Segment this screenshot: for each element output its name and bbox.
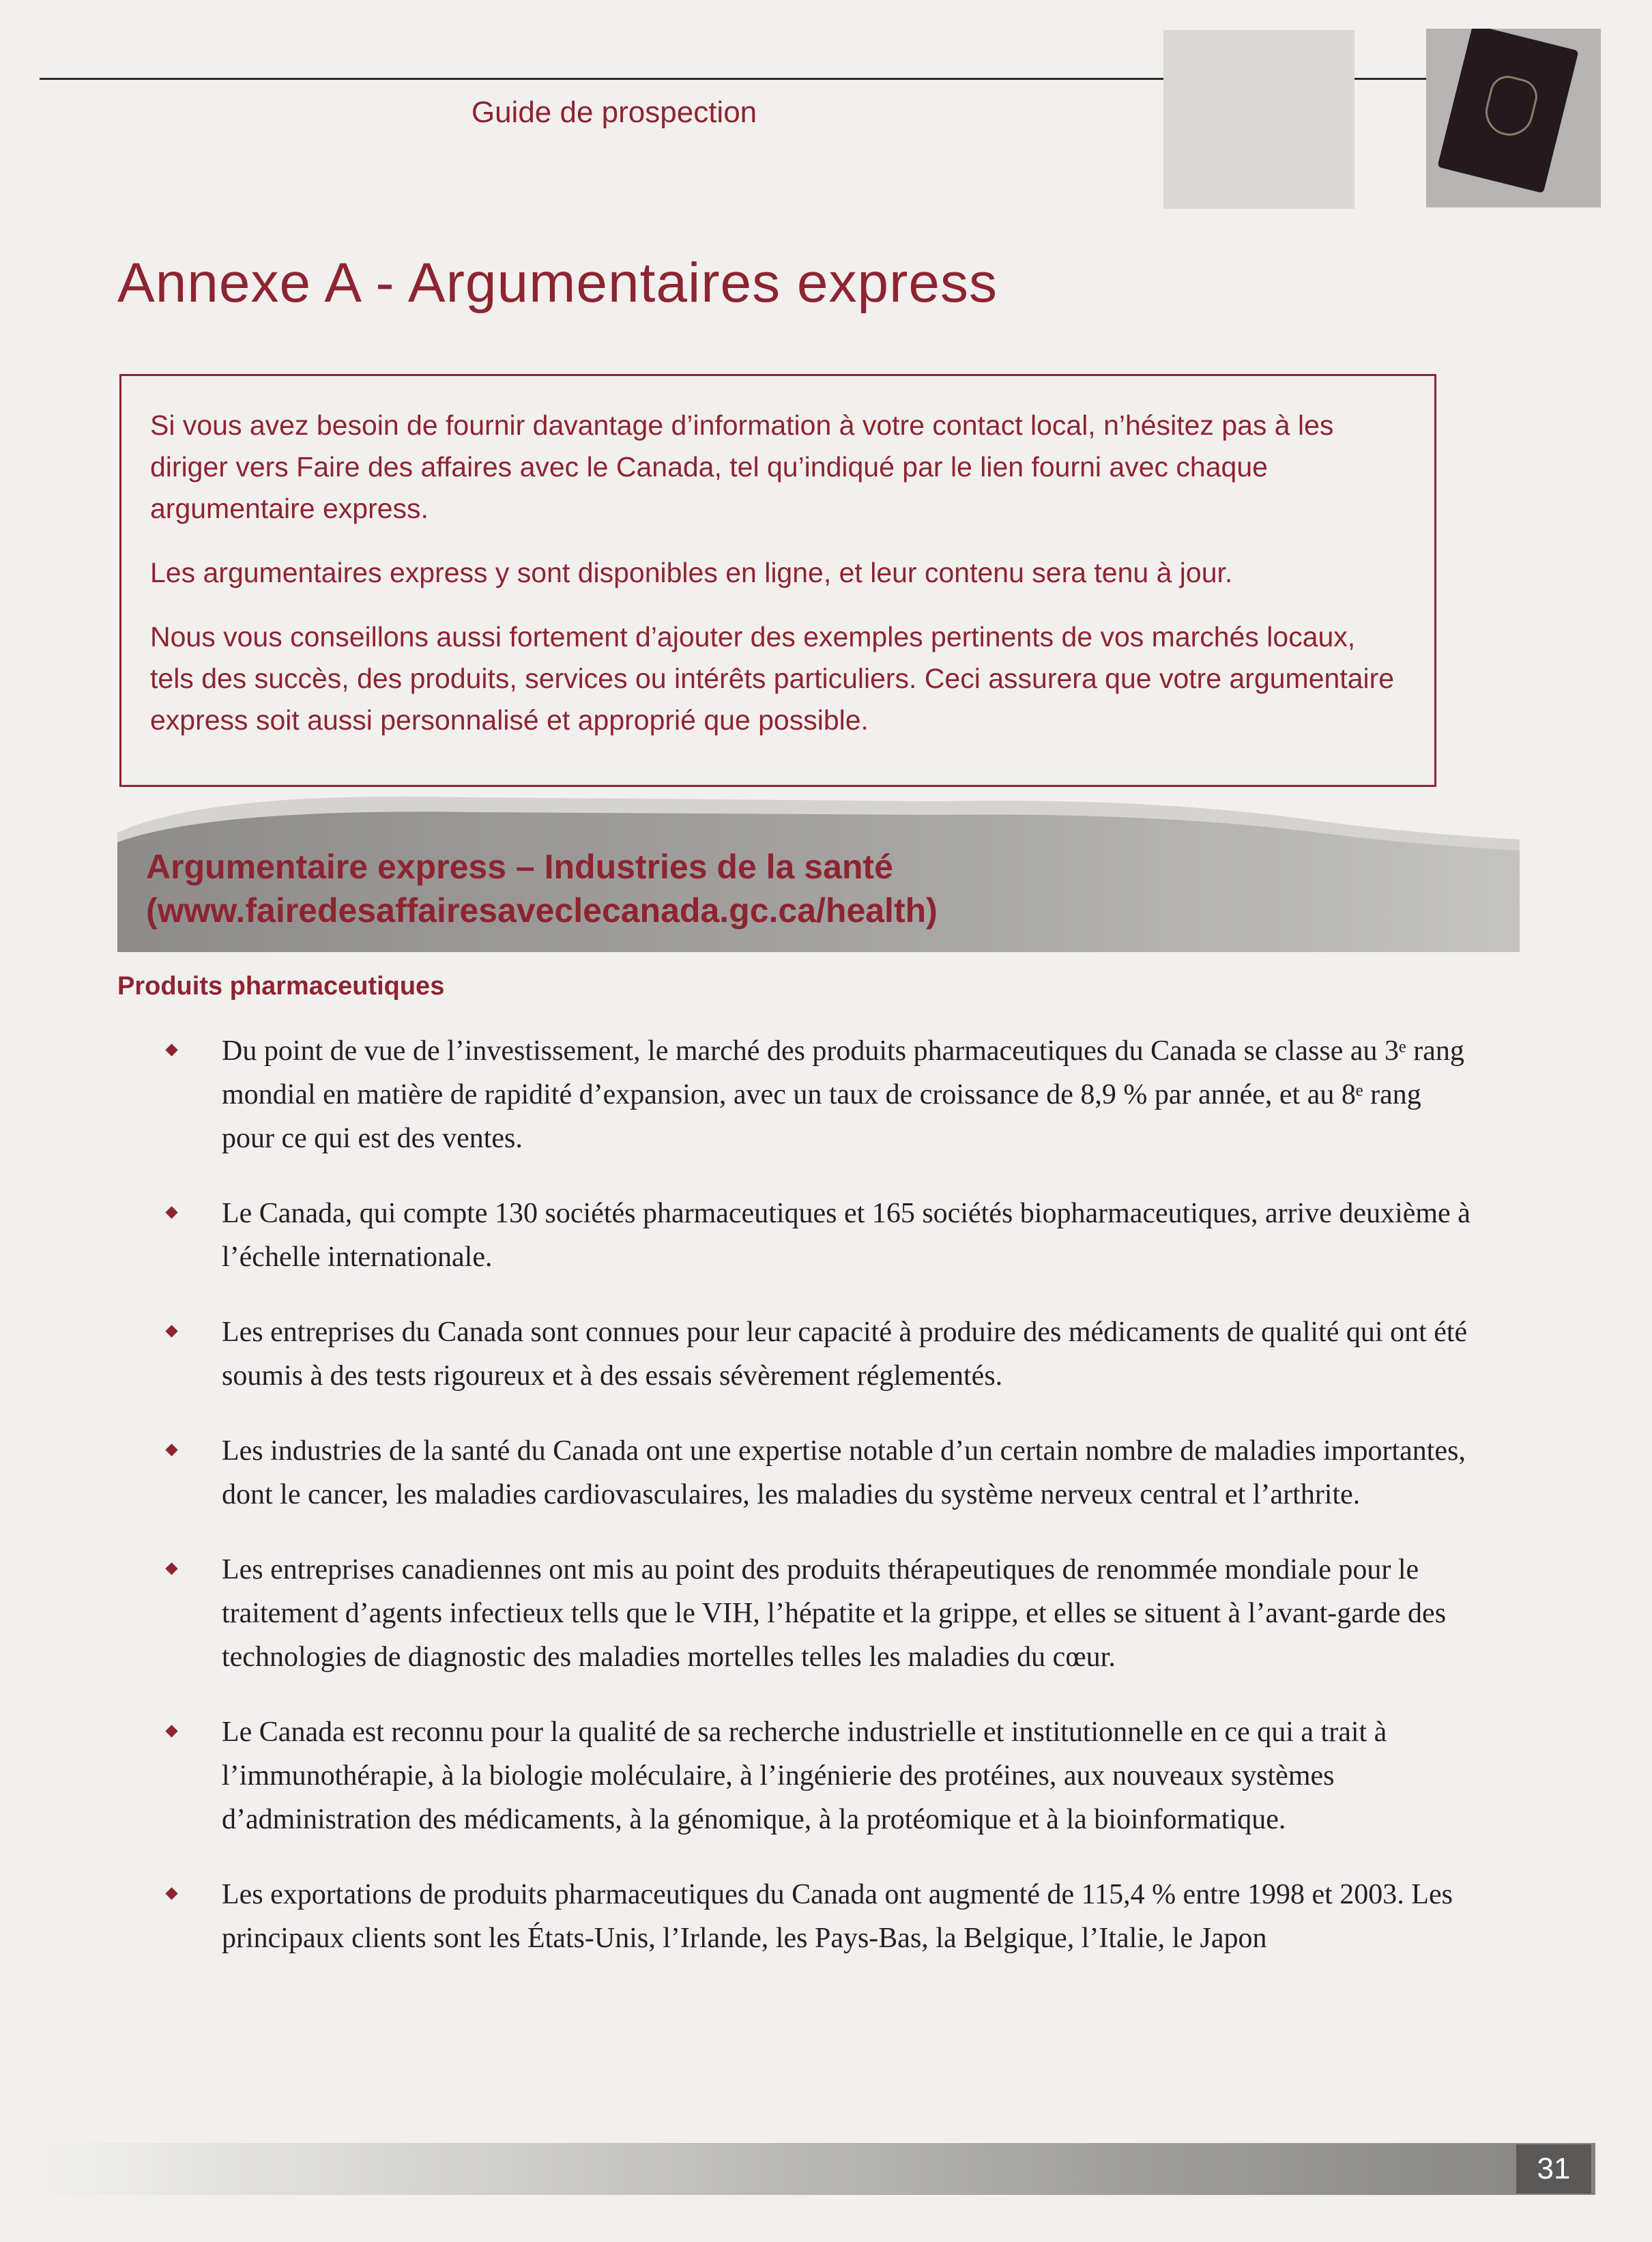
diamond-bullet-icon [165,1206,177,1218]
diamond-bullet-icon [165,1562,177,1575]
diamond-bullet-icon [165,1325,177,1337]
bullet-list [167,1029,1477,1992]
diamond-bullet-icon [165,1887,177,1899]
list-item-text: Du point de vue de l’investissement, le marché des produits pharmaceutiques du Canada se classe au 3ᵉ rang mondial en matière de rapidité d’expansion, avec un taux de croissance de 8,9 % par année, et au 8ᵉ rang pour ce qui est des ventes. [222,1035,1464,1154]
footer-bar [48,2143,1595,2195]
list-item [167,1310,1477,1398]
diamond-bullet-icon [165,1443,177,1456]
list-item [167,1548,1477,1679]
banner-title-line: Argumentaire express – Industries de la santé [146,848,893,886]
list-item [167,1429,1477,1517]
annex-title: Annexe A - Argumentaires express [117,252,998,314]
diamond-bullet-icon [165,1725,177,1737]
diamond-bullet-icon [165,1044,177,1056]
list-item [167,1873,1477,1960]
section-heading: Produits pharmaceutiques [117,972,445,1001]
list-item [167,1029,1477,1160]
header-title: Guide de prospection [471,96,757,129]
list-item-text: Les entreprises canadiennes ont mis au point des produits thérapeutiques de renommée mondiale pour le traitement d’agents infectieux tells que le VIH, l’hépatite et la grippe, et elles se situent à l’avant-garde des technologies de diagnostic des maladies mortelles telles les maladies du cœur. [222,1554,1447,1673]
list-item-text: Le Canada est reconnu pour la qualité de sa recherche industrielle et institutionnelle en ce qui a trait à l’immunothérapie, à la biologie moléculaire, à l’ingénierie des protéines, aux nouveaux systèmes d’administration des médicaments, à la génomique, à la protéomique et à la bioinformatique. [222,1716,1387,1835]
list-item-text: Les industries de la santé du Canada ont une expertise notable d’un certain nombre de maladies importantes, dont le cancer, les maladies cardiovasculaires, les maladies du système nerveux central et l’arthrite. [222,1435,1466,1510]
list-item-text: Le Canada, qui compte 130 sociétés pharmaceutiques et 165 sociétés biopharmaceutiques, arrive deuxième à l’échelle internationale. [222,1198,1470,1273]
list-item-text: Les exportations de produits pharmaceutiques du Canada ont augmenté de 115,4 % entre 1998 et 2003. Les principaux clients sont les États-Unis, l’Irlande, les Pays-Bas, la Belgique, l’Italie, le Japon [222,1879,1453,1954]
list-item [167,1192,1477,1279]
list-item [167,1710,1477,1841]
info-paragraph: Si vous avez besoin de fournir davantage d’information à votre contact local, n’hésitez pas à les diriger vers Faire des affaires avec le Canada, tel qu’indiqué par le lien fourni avec chaque argumentaire express. [150,409,1334,524]
info-box [119,374,1436,787]
list-item-text: Les entreprises du Canada sont connues pour leur capacité à produire des médicaments de qualité qui ont été soumis à des tests rigoureux et à des essais sévèrement réglementés. [222,1317,1468,1392]
passport-icon [1437,29,1578,193]
page-number: 31 [1516,2144,1591,2194]
coat-of-arms-icon [1481,72,1541,141]
banner-title [146,845,938,932]
corner-decoration [1163,30,1354,209]
banner-url: (www.fairedesaffairesaveclecanada.gc.ca/health) [146,891,938,930]
passport-photo [1426,29,1601,207]
info-paragraph: Nous vous conseillons aussi fortement d’ajouter des exemples pertinents de vos marchés locaux, tels des succès, des produits, services ou intérêts particuliers. Ceci assurera que votre argumentaire express soit aussi personnalisé et approprié que possible. [150,621,1395,736]
info-paragraph: Les argumentaires express y sont disponibles en ligne, et leur contenu sera tenu à jour. [150,557,1233,588]
